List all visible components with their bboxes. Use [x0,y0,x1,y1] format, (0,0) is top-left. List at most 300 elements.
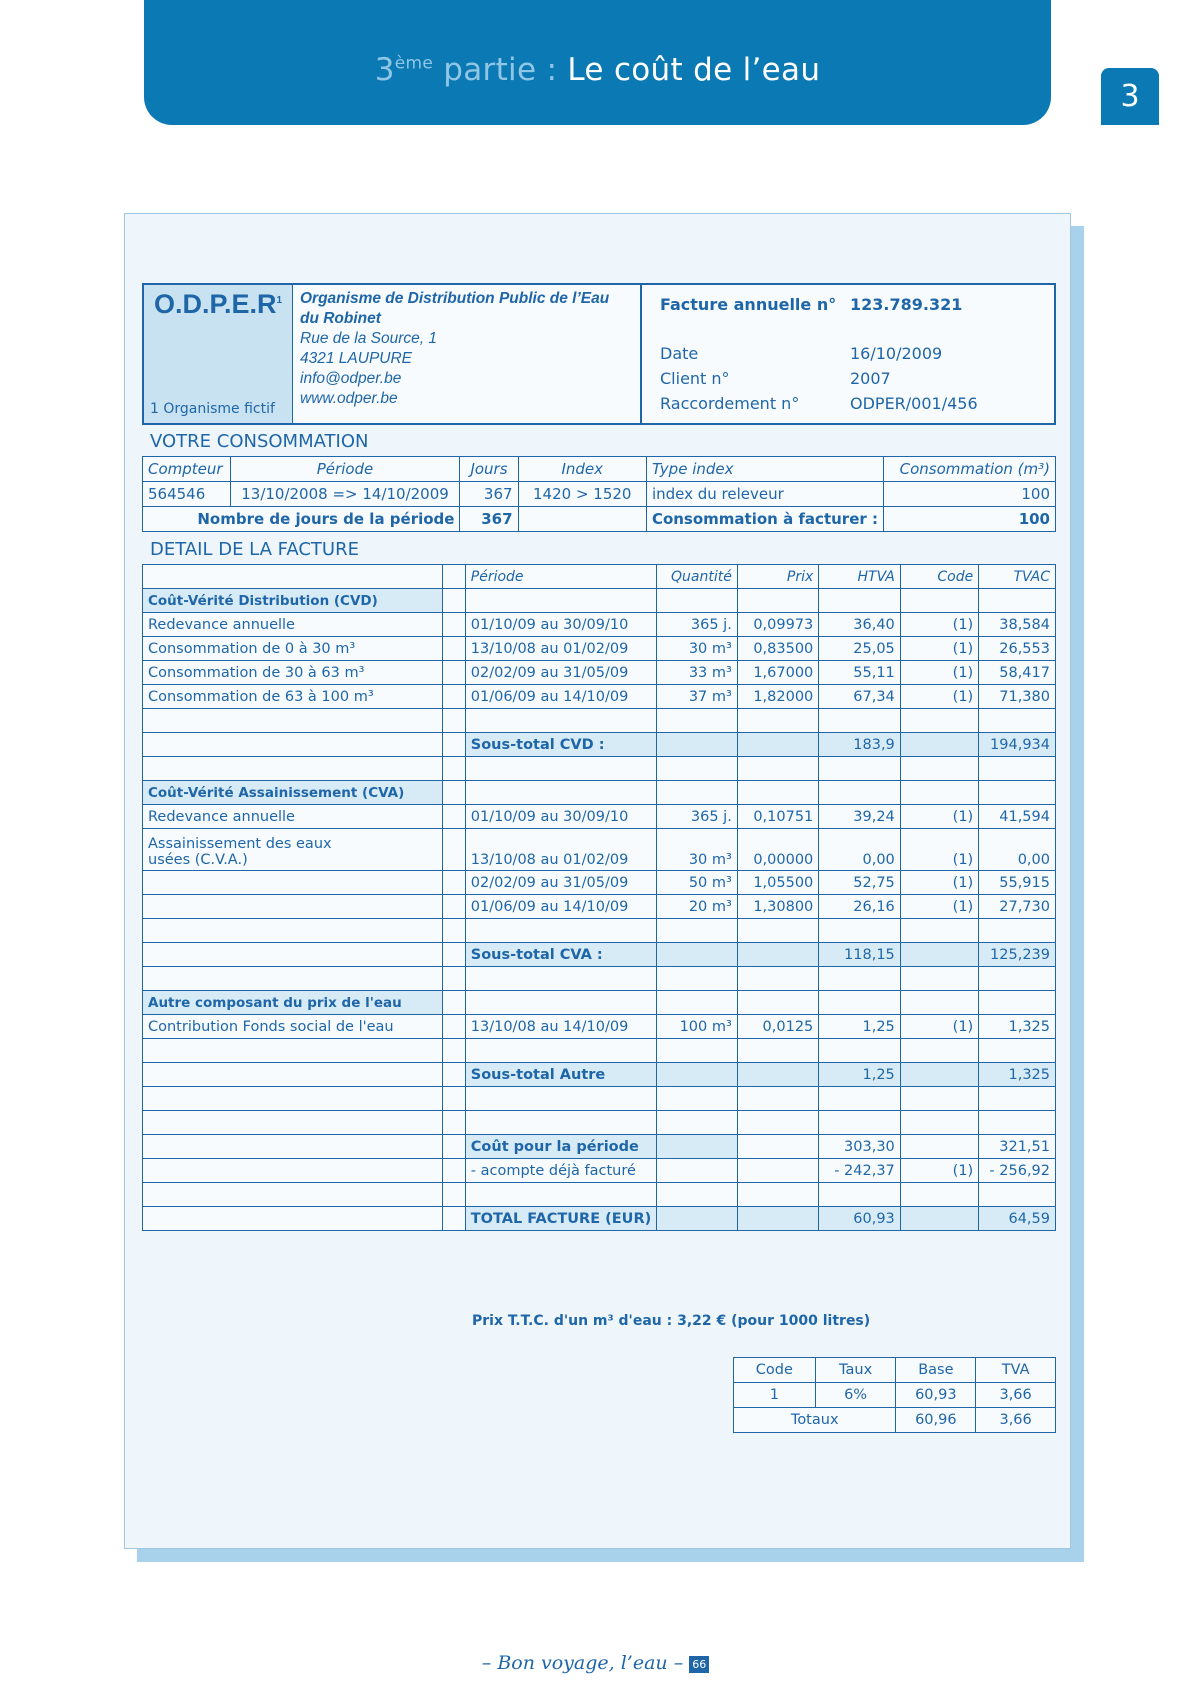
detail-cell [443,637,465,661]
detail-cell: Sous-total CVA : [465,943,656,967]
detail-cell [143,1135,443,1159]
detail-cell [819,781,901,805]
vat-col-base: Base [896,1358,976,1383]
detail-cell: 50 m³ [657,871,738,895]
col-compteur: Compteur [143,457,231,482]
detail-cell [143,919,443,943]
detail-cell [900,1111,978,1135]
detail-label-line2: usées (C.V.A.) [148,852,248,868]
detail-cell: 365 j. [657,613,738,637]
vat-totals-label: Totaux [734,1408,896,1433]
vat-totals-base: 60,96 [896,1408,976,1433]
detail-cell [900,733,978,757]
detail-cell [737,1039,818,1063]
detail-cell [737,943,818,967]
invoice-meta [640,285,1056,423]
detail-cell: TOTAL FACTURE (EUR) [465,1207,656,1231]
detail-cell: 55,915 [979,871,1056,895]
detail-cell [900,589,978,613]
detail-cell: 13/10/08 au 14/10/09 [465,1015,656,1039]
table-row [143,829,1056,871]
vat-header-row [734,1358,1056,1383]
detail-cell [979,589,1056,613]
detail-cell: 0,83500 [737,637,818,661]
detail-cell [979,1039,1056,1063]
detail-cell [143,1087,443,1111]
detail-cell: (1) [900,637,978,661]
section-title-consommation: VOTRE CONSOMMATION [150,431,369,452]
detail-cell [465,919,656,943]
table-row [143,1135,1056,1159]
vat-col-tva: TVA [976,1358,1056,1383]
detail-cell: 39,24 [819,805,901,829]
detail-cell [143,1207,443,1231]
detail-cell [143,943,443,967]
consumption-header-row [143,457,1056,482]
detail-cell: 13/10/08 au 01/02/09 [465,637,656,661]
table-row [143,1183,1056,1207]
table-row [143,1087,1056,1111]
detail-cell [143,829,443,871]
section-row [143,589,1056,613]
detail-cell [443,829,465,871]
logo-footnote: 1 Organisme fictif [150,401,275,417]
detail-cell: 1,82000 [737,685,818,709]
detail-cell: Coût-Vérité Distribution (CVD) [143,589,443,613]
detail-cell [143,1039,443,1063]
col-periode: Période [230,457,460,482]
consumption-row [143,482,1056,507]
detail-cell [900,919,978,943]
col-tvac: TVAC [979,565,1056,589]
detail-cell [900,967,978,991]
detail-cell [443,589,465,613]
detail-cell [900,1207,978,1231]
detail-cell: 25,05 [819,637,901,661]
detail-cell: (1) [900,895,978,919]
detail-cell: 58,417 [979,661,1056,685]
detail-cell: Consommation de 0 à 30 m³ [143,637,443,661]
table-row [143,1111,1056,1135]
detail-cell [657,1183,738,1207]
detail-cell [443,709,465,733]
detail-cell [979,1183,1056,1207]
detail-cell: Sous-total Autre [465,1063,656,1087]
detail-cell: Sous-total CVD : [465,733,656,757]
table-row [143,895,1056,919]
detail-cell [900,781,978,805]
detail-cell [900,1063,978,1087]
detail-cell [443,919,465,943]
detail-cell: 01/06/09 au 14/10/09 [465,895,656,919]
detail-cell: 0,00 [979,829,1056,871]
cell-index: 1420 > 1520 [518,482,646,507]
col-prix: Prix [737,565,818,589]
detail-cell [657,1159,738,1183]
detail-cell: 30 m³ [657,637,738,661]
detail-cell [443,613,465,637]
table-row [143,1039,1056,1063]
detail-cell: - 256,92 [979,1159,1056,1183]
vat-amount: 3,66 [976,1383,1056,1408]
days-label: Nombre de jours de la période [143,507,460,532]
detail-cell: Redevance annuelle [143,805,443,829]
detail-cell [143,1111,443,1135]
col-consommation: Consommation (m³) [884,457,1056,482]
detail-cell: 71,380 [979,685,1056,709]
consumption-footer-row [143,507,1056,532]
detail-cell [737,709,818,733]
detail-cell: 1,25 [819,1015,901,1039]
detail-cell [443,685,465,709]
detail-cell [657,1135,738,1159]
detail-cell [143,967,443,991]
detail-cell [979,1087,1056,1111]
detail-cell [737,1135,818,1159]
detail-cell [657,1063,738,1087]
page-title: 3ème partie : Le coût de l’eau [374,52,821,88]
detail-cell: 01/10/09 au 30/09/10 [465,613,656,637]
detail-cell [143,895,443,919]
table-row [143,871,1056,895]
detail-cell: 60,93 [819,1207,901,1231]
col-type-index: Type index [646,457,883,482]
detail-cell [979,757,1056,781]
subtotal-row [143,1063,1056,1087]
detail-cell [443,661,465,685]
invoice-header [142,283,1056,425]
billed-consumption-label: Consommation à facturer : [646,507,883,532]
detail-cell: 64,59 [979,1207,1056,1231]
consumption-table [142,456,1056,532]
detail-cell: Consommation de 63 à 100 m³ [143,685,443,709]
vat-row [734,1383,1056,1408]
detail-cell [443,733,465,757]
detail-table [142,564,1056,1231]
detail-cell [143,871,443,895]
col-label [143,565,443,589]
table-row [143,685,1056,709]
detail-cell [979,919,1056,943]
detail-cell: Redevance annuelle [143,613,443,637]
detail-cell [900,1087,978,1111]
detail-cell [737,1087,818,1111]
table-row [143,919,1056,943]
detail-cell [443,1135,465,1159]
detail-cell: 0,09973 [737,613,818,637]
detail-cell: 33 m³ [657,661,738,685]
detail-cell [657,1039,738,1063]
detail-cell [443,1159,465,1183]
detail-cell [900,991,978,1015]
detail-cell: Coût-Vérité Assainissement (CVA) [143,781,443,805]
detail-cell: 365 j. [657,805,738,829]
subtotal-row [143,733,1056,757]
detail-cell [657,589,738,613]
col-index: Index [518,457,646,482]
cell-compteur: 564546 [143,482,231,507]
detail-cell [737,1063,818,1087]
detail-cell [900,1183,978,1207]
detail-cell [900,943,978,967]
detail-cell: 118,15 [819,943,901,967]
detail-cell [443,871,465,895]
detail-cell: 30 m³ [657,829,738,871]
detail-cell: 125,239 [979,943,1056,967]
detail-cell [819,709,901,733]
detail-cell [900,1135,978,1159]
detail-cell [819,967,901,991]
detail-cell: Autre composant du prix de l'eau [143,991,443,1015]
detail-cell [143,757,443,781]
detail-cell [900,709,978,733]
col-periode: Période [465,565,656,589]
detail-cell [443,1015,465,1039]
detail-cell: 194,934 [979,733,1056,757]
days-value: 367 [460,507,518,532]
invoice-number-row: Facture annuelle n° 123.789.321 [660,295,963,314]
detail-cell [143,733,443,757]
detail-cell: 321,51 [979,1135,1056,1159]
cell-jours: 367 [460,482,518,507]
detail-cell [465,1183,656,1207]
vat-base: 60,93 [896,1383,976,1408]
detail-cell [657,991,738,1015]
detail-cell: 02/02/09 au 31/05/09 [465,661,656,685]
detail-cell [737,1159,818,1183]
detail-cell [465,709,656,733]
col-spacer [443,565,465,589]
detail-cell [443,781,465,805]
detail-cell [737,991,818,1015]
detail-cell [443,1063,465,1087]
detail-cell [465,1087,656,1111]
detail-cell: - acompte déjà facturé [465,1159,656,1183]
detail-cell: 41,594 [979,805,1056,829]
detail-cell: 01/10/09 au 30/09/10 [465,805,656,829]
detail-cell: 26,16 [819,895,901,919]
detail-label-line1: Assainissement des eaux [148,836,332,852]
detail-cell: 0,00 [819,829,901,871]
detail-cell [465,589,656,613]
detail-cell: 13/10/08 au 01/02/09 [465,829,656,871]
detail-cell [443,943,465,967]
col-jours: Jours [460,457,518,482]
detail-cell [143,1183,443,1207]
detail-cell: (1) [900,685,978,709]
detail-cell: (1) [900,661,978,685]
detail-cell [443,967,465,991]
detail-cell: 1,05500 [737,871,818,895]
detail-cell: 36,40 [819,613,901,637]
detail-cell [443,757,465,781]
detail-cell: - 242,37 [819,1159,901,1183]
detail-cell: 02/02/09 au 31/05/09 [465,871,656,895]
detail-cell [979,1111,1056,1135]
detail-cell [737,1111,818,1135]
detail-cell [819,1087,901,1111]
org-name-line2: du Robinet [300,310,381,327]
detail-cell: 100 m³ [657,1015,738,1039]
detail-cell [143,1063,443,1087]
cell-consommation: 100 [884,482,1056,507]
odper-logo: $O.D.P.E.R^1$ [154,289,283,319]
table-row [143,967,1056,991]
detail-cell: 37 m³ [657,685,738,709]
chapter-badge: 3 [1101,68,1159,125]
detail-cell: (1) [900,613,978,637]
detail-cell [465,991,656,1015]
detail-cell: Coût pour la période [465,1135,656,1159]
detail-cell: Consommation de 30 à 63 m³ [143,661,443,685]
organisation-info [300,289,640,409]
detail-cell: 0,0125 [737,1015,818,1039]
vat-totals-row [734,1408,1056,1433]
total-row [143,1207,1056,1231]
detail-cell: 01/06/09 au 14/10/09 [465,685,656,709]
detail-cell: (1) [900,1015,978,1039]
table-row [143,661,1056,685]
detail-cell [737,781,818,805]
detail-cell [465,967,656,991]
detail-cell [819,991,901,1015]
vat-table [733,1357,1056,1433]
detail-cell [443,991,465,1015]
page-number: 66 [689,1656,709,1673]
org-address1: Rue de la Source, 1 [300,330,438,347]
detail-cell: 26,553 [979,637,1056,661]
detail-cell [900,757,978,781]
org-email: info@odper.be [300,370,402,387]
col-code: Code [900,565,978,589]
invoice-date-row: Date 16/10/2009 [660,344,943,363]
vat-taux: 6% [815,1383,896,1408]
detail-cell [465,757,656,781]
detail-cell [657,1111,738,1135]
price-per-m3: Prix T.T.C. d'un m³ d'eau : 3,22 € (pour 1000 litres) [472,1313,871,1329]
detail-cell: (1) [900,871,978,895]
detail-cell [443,1039,465,1063]
detail-cell [465,1111,656,1135]
detail-header-row [143,565,1056,589]
org-web: www.odper.be [300,390,398,407]
vat-totals-tva: 3,66 [976,1408,1056,1433]
detail-cell: 1,67000 [737,661,818,685]
detail-cell [443,1111,465,1135]
table-row [143,805,1056,829]
detail-cell [143,709,443,733]
detail-cell [657,757,738,781]
detail-cell: 0,00000 [737,829,818,871]
vat-col-taux: Taux [815,1358,896,1383]
detail-cell [737,589,818,613]
detail-cell: 1,325 [979,1015,1056,1039]
col-quantite: Quantité [657,565,738,589]
footer-text: – Bon voyage, l’eau – [481,1652,684,1674]
detail-cell [819,1111,901,1135]
section-row [143,991,1056,1015]
logo-cell [144,285,293,423]
detail-cell [657,781,738,805]
detail-cell: 55,11 [819,661,901,685]
detail-cell [737,967,818,991]
table-row [143,1159,1056,1183]
section-title-detail: DETAIL DE LA FACTURE [150,539,359,560]
detail-cell: (1) [900,829,978,871]
detail-cell [737,757,818,781]
detail-cell: 1,30800 [737,895,818,919]
detail-cell: Contribution Fonds social de l'eau [143,1015,443,1039]
empty-cell [518,507,646,532]
subtotal-row [143,943,1056,967]
detail-cell: (1) [900,805,978,829]
detail-cell [979,781,1056,805]
org-address2: 4321 LAUPURE [300,350,413,367]
detail-cell: 303,30 [819,1135,901,1159]
detail-cell [979,709,1056,733]
detail-cell [657,1087,738,1111]
detail-cell [657,967,738,991]
detail-cell [443,1207,465,1231]
billed-consumption-value: 100 [884,507,1056,532]
cell-periode: 13/10/2008 => 14/10/2009 [230,482,460,507]
org-name-line1: Organisme de Distribution Public de l’Eau [300,290,610,307]
table-row [143,709,1056,733]
table-row [143,1015,1056,1039]
detail-cell [143,1159,443,1183]
detail-cell [465,781,656,805]
detail-cell: 0,10751 [737,805,818,829]
detail-cell [657,1207,738,1231]
detail-cell [657,733,738,757]
detail-cell [819,1039,901,1063]
vat-code: 1 [734,1383,816,1408]
detail-cell [443,895,465,919]
detail-cell: (1) [900,1159,978,1183]
detail-cell: 38,584 [979,613,1056,637]
detail-cell [819,1183,901,1207]
detail-cell: 20 m³ [657,895,738,919]
detail-cell: 67,34 [819,685,901,709]
detail-cell [979,967,1056,991]
detail-cell [900,1039,978,1063]
detail-cell [465,1039,656,1063]
table-row [143,757,1056,781]
detail-cell [657,919,738,943]
detail-cell [819,919,901,943]
client-number-row: Client n° 2007 [660,369,891,388]
connection-number-row: Raccordement n° ODPER/001/456 [660,394,978,413]
col-htva: HTVA [819,565,901,589]
section-row [143,781,1056,805]
detail-cell [657,709,738,733]
detail-cell [443,1087,465,1111]
detail-cell: 1,25 [819,1063,901,1087]
detail-cell [443,1183,465,1207]
detail-cell [737,733,818,757]
cell-type-index: index du releveur [646,482,883,507]
detail-cell [979,991,1056,1015]
table-row [143,637,1056,661]
vat-col-code: Code [734,1358,816,1383]
page-footer [0,1652,1191,1674]
detail-cell [819,589,901,613]
detail-cell: 52,75 [819,871,901,895]
detail-cell: 1,325 [979,1063,1056,1087]
detail-cell [819,757,901,781]
table-row [143,613,1056,637]
detail-cell [657,943,738,967]
